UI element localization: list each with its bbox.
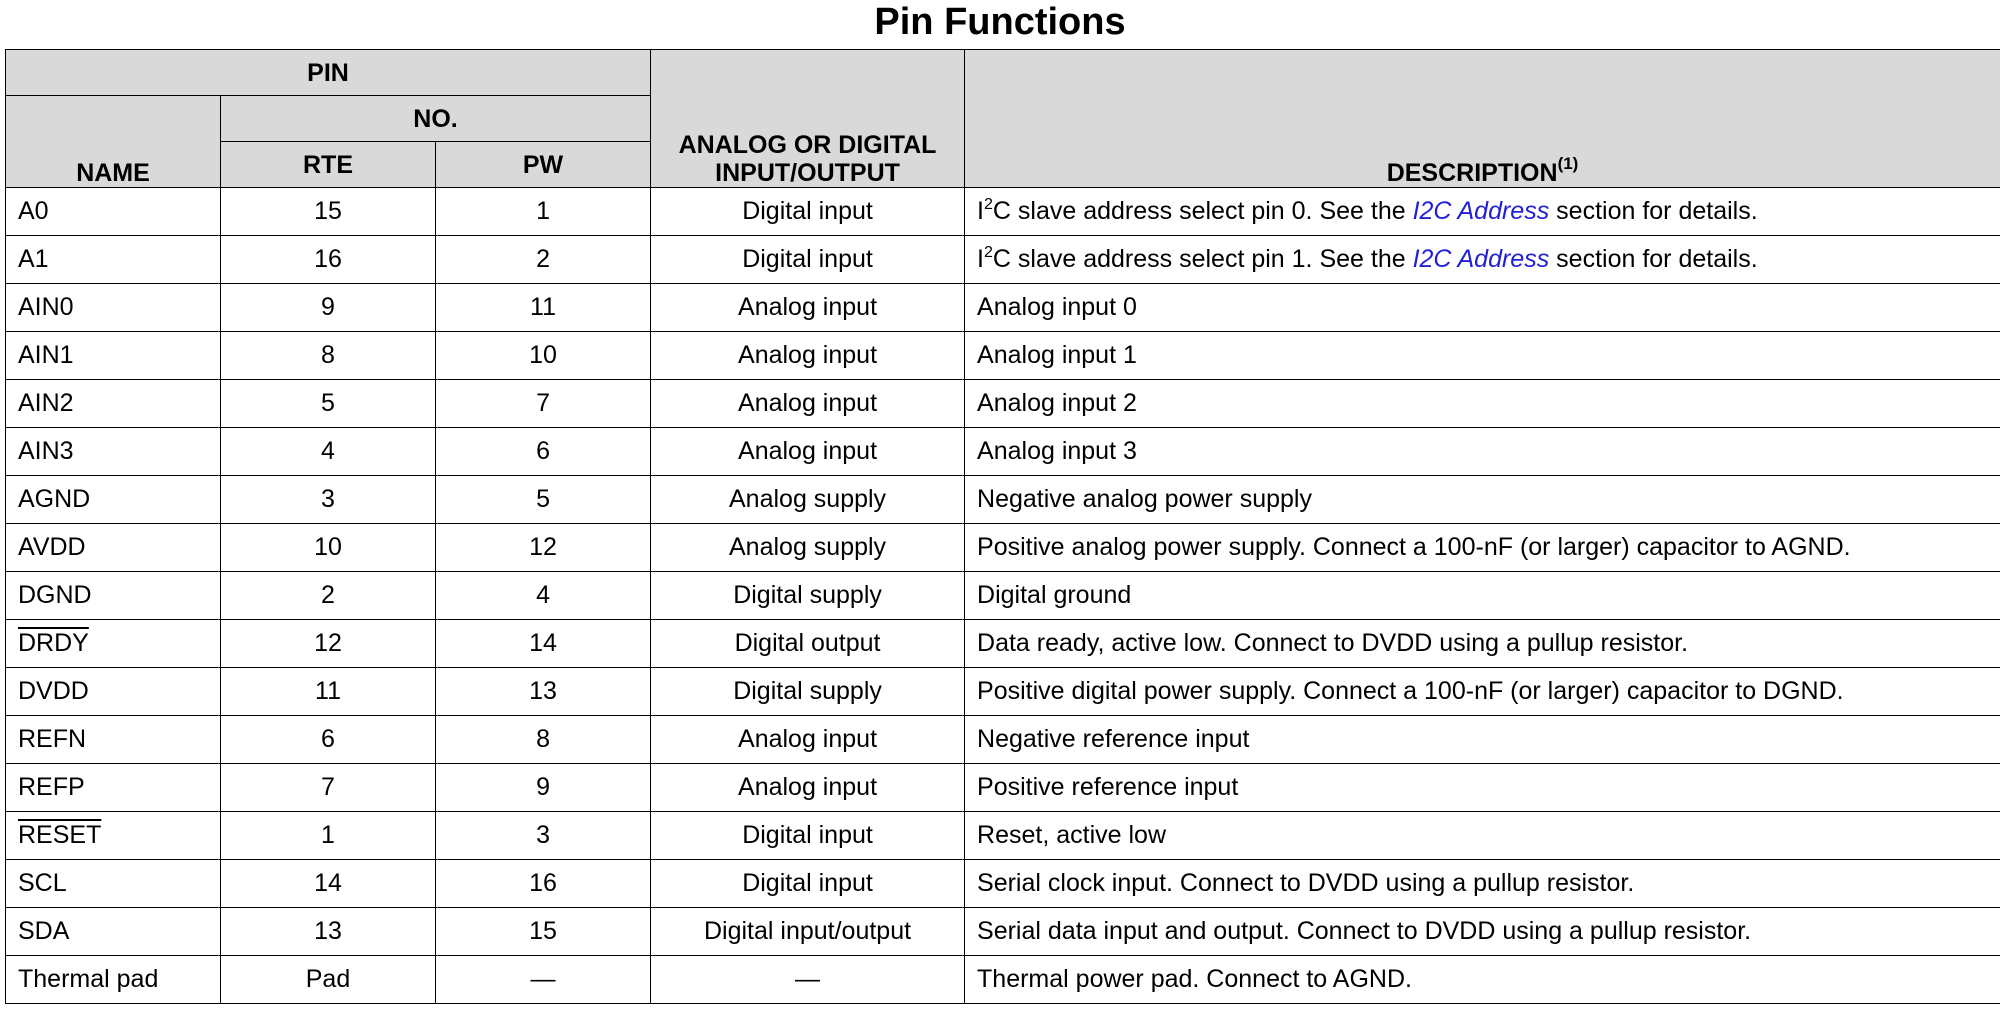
header-no: NO. <box>221 96 651 142</box>
pin-io: Digital input <box>651 236 965 284</box>
table-row <box>6 812 2000 860</box>
pin-pw: 9 <box>436 764 651 812</box>
header-io-line1: ANALOG OR DIGITAL <box>678 131 937 159</box>
pin-name: DGND <box>6 572 221 620</box>
i2c-address-link[interactable]: I2C Address <box>1412 197 1550 225</box>
desc-sup: 2 <box>983 244 993 261</box>
desc-post: section for details. <box>1549 245 1758 273</box>
pin-rte: 2 <box>221 572 436 620</box>
table-row <box>6 716 2000 764</box>
header-row-1 <box>6 50 2000 96</box>
table-row <box>6 764 2000 812</box>
pin-pw: 2 <box>436 236 651 284</box>
pin-io: Analog input <box>651 764 965 812</box>
pin-rte: 1 <box>221 812 436 860</box>
table-row <box>6 860 2000 908</box>
pin-rte: 14 <box>221 860 436 908</box>
pin-description: Serial clock input. Connect to DVDD using a pullup resistor. <box>965 860 2000 908</box>
pin-name: AIN3 <box>6 428 221 476</box>
table-row <box>6 572 2000 620</box>
pin-rte: 13 <box>221 908 436 956</box>
desc-post: section for details. <box>1549 197 1758 225</box>
pin-rte: 10 <box>221 524 436 572</box>
pin-description: Reset, active low <box>965 812 2000 860</box>
pin-rte: Pad <box>221 956 436 1004</box>
table-row <box>6 188 2000 236</box>
pin-pw: 13 <box>436 668 651 716</box>
pin-description: Analog input 1 <box>965 332 2000 380</box>
pin-rte: 8 <box>221 332 436 380</box>
pin-description: Analog input 0 <box>965 284 2000 332</box>
pin-pw: 11 <box>436 284 651 332</box>
table-row <box>6 236 2000 284</box>
pin-pw: 1 <box>436 188 651 236</box>
header-io-line2: INPUT/OUTPUT <box>715 159 900 187</box>
desc-mid: C slave address select pin 0. See the <box>992 197 1413 225</box>
table-row <box>6 332 2000 380</box>
desc-pre: I <box>977 197 984 225</box>
pin-rte: 5 <box>221 380 436 428</box>
pin-io: Analog input <box>651 428 965 476</box>
table-row <box>6 476 2000 524</box>
i2c-address-link[interactable]: I2C Address <box>1412 245 1550 273</box>
pin-name: REFP <box>6 764 221 812</box>
pin-rte: 12 <box>221 620 436 668</box>
pin-description: Analog input 3 <box>965 428 2000 476</box>
pin-io: Analog input <box>651 332 965 380</box>
pin-name: SDA <box>6 908 221 956</box>
pin-name: REFN <box>6 716 221 764</box>
header-description <box>965 50 2000 188</box>
pin-io: Digital supply <box>651 572 965 620</box>
pin-pw: 8 <box>436 716 651 764</box>
pin-pw: 14 <box>436 620 651 668</box>
pin-rte: 9 <box>221 284 436 332</box>
pin-rte: 6 <box>221 716 436 764</box>
pin-description: Analog input 2 <box>965 380 2000 428</box>
page-title: Pin Functions <box>874 1 1126 43</box>
pin-name-overline: RESET <box>18 821 102 849</box>
table-row <box>6 380 2000 428</box>
pin-io: Analog input <box>651 284 965 332</box>
pin-io: — <box>651 956 965 1004</box>
desc-sup: 2 <box>983 196 993 213</box>
pin-functions-table <box>5 49 2000 1004</box>
table-row <box>6 284 2000 332</box>
pin-description: Serial data input and output. Connect to DVDD using a pullup resistor. <box>965 908 2000 956</box>
pin-description: Positive analog power supply. Connect a 100-nF (or larger) capacitor to AGND. <box>965 524 2000 572</box>
pin-pw: 10 <box>436 332 651 380</box>
pin-io: Analog supply <box>651 524 965 572</box>
pin-pw: 3 <box>436 812 651 860</box>
header-io <box>651 50 965 188</box>
pin-description <box>965 236 2000 284</box>
pin-description: Data ready, active low. Connect to DVDD using a pullup resistor. <box>965 620 2000 668</box>
pin-rte: 16 <box>221 236 436 284</box>
table-row <box>6 956 2000 1004</box>
pin-pw: 5 <box>436 476 651 524</box>
pin-name <box>6 620 221 668</box>
pin-io: Analog input <box>651 380 965 428</box>
pin-pw: — <box>436 956 651 1004</box>
pin-rte: 11 <box>221 668 436 716</box>
header-description-label: DESCRIPTION <box>1386 159 1558 187</box>
header-description-footnote: (1) <box>1557 154 1579 173</box>
pin-io: Digital input <box>651 812 965 860</box>
pin-description: Thermal power pad. Connect to AGND. <box>965 956 2000 1004</box>
pin-description: Positive reference input <box>965 764 2000 812</box>
pin-pw: 6 <box>436 428 651 476</box>
pin-io: Analog input <box>651 716 965 764</box>
pin-pw: 16 <box>436 860 651 908</box>
desc-pre: I <box>977 245 984 273</box>
pin-name: A1 <box>6 236 221 284</box>
pin-name-overline: DRDY <box>18 629 89 657</box>
table-row <box>6 908 2000 956</box>
pin-name: AVDD <box>6 524 221 572</box>
table-row <box>6 524 2000 572</box>
pin-name: A0 <box>6 188 221 236</box>
header-rte: RTE <box>221 142 436 188</box>
pin-io: Digital input <box>651 860 965 908</box>
pin-pw: 12 <box>436 524 651 572</box>
header-pw: PW <box>436 142 651 188</box>
pin-name: AIN2 <box>6 380 221 428</box>
pin-pw: 15 <box>436 908 651 956</box>
pin-name: AIN0 <box>6 284 221 332</box>
header-pin: PIN <box>6 50 651 96</box>
pin-name: AIN1 <box>6 332 221 380</box>
pin-description: Positive digital power supply. Connect a 100-nF (or larger) capacitor to DGND. <box>965 668 2000 716</box>
pin-rte: 7 <box>221 764 436 812</box>
pin-description: Negative reference input <box>965 716 2000 764</box>
header-name: NAME <box>6 96 221 188</box>
table-row <box>6 668 2000 716</box>
pin-name: SCL <box>6 860 221 908</box>
pin-name: DVDD <box>6 668 221 716</box>
pin-rte: 3 <box>221 476 436 524</box>
pin-io: Digital supply <box>651 668 965 716</box>
pin-name: AGND <box>6 476 221 524</box>
pin-rte: 15 <box>221 188 436 236</box>
pin-rte: 4 <box>221 428 436 476</box>
pin-io: Analog supply <box>651 476 965 524</box>
pin-io: Digital output <box>651 620 965 668</box>
table-row <box>6 620 2000 668</box>
pin-io: Digital input/output <box>651 908 965 956</box>
table-row <box>6 428 2000 476</box>
desc-mid: C slave address select pin 1. See the <box>992 245 1413 273</box>
pin-description: Negative analog power supply <box>965 476 2000 524</box>
pin-name: Thermal pad <box>6 956 221 1004</box>
pin-pw: 7 <box>436 380 651 428</box>
pin-io: Digital input <box>651 188 965 236</box>
pin-pw: 4 <box>436 572 651 620</box>
pin-description: Digital ground <box>965 572 2000 620</box>
pin-description <box>965 188 2000 236</box>
pin-name <box>6 812 221 860</box>
